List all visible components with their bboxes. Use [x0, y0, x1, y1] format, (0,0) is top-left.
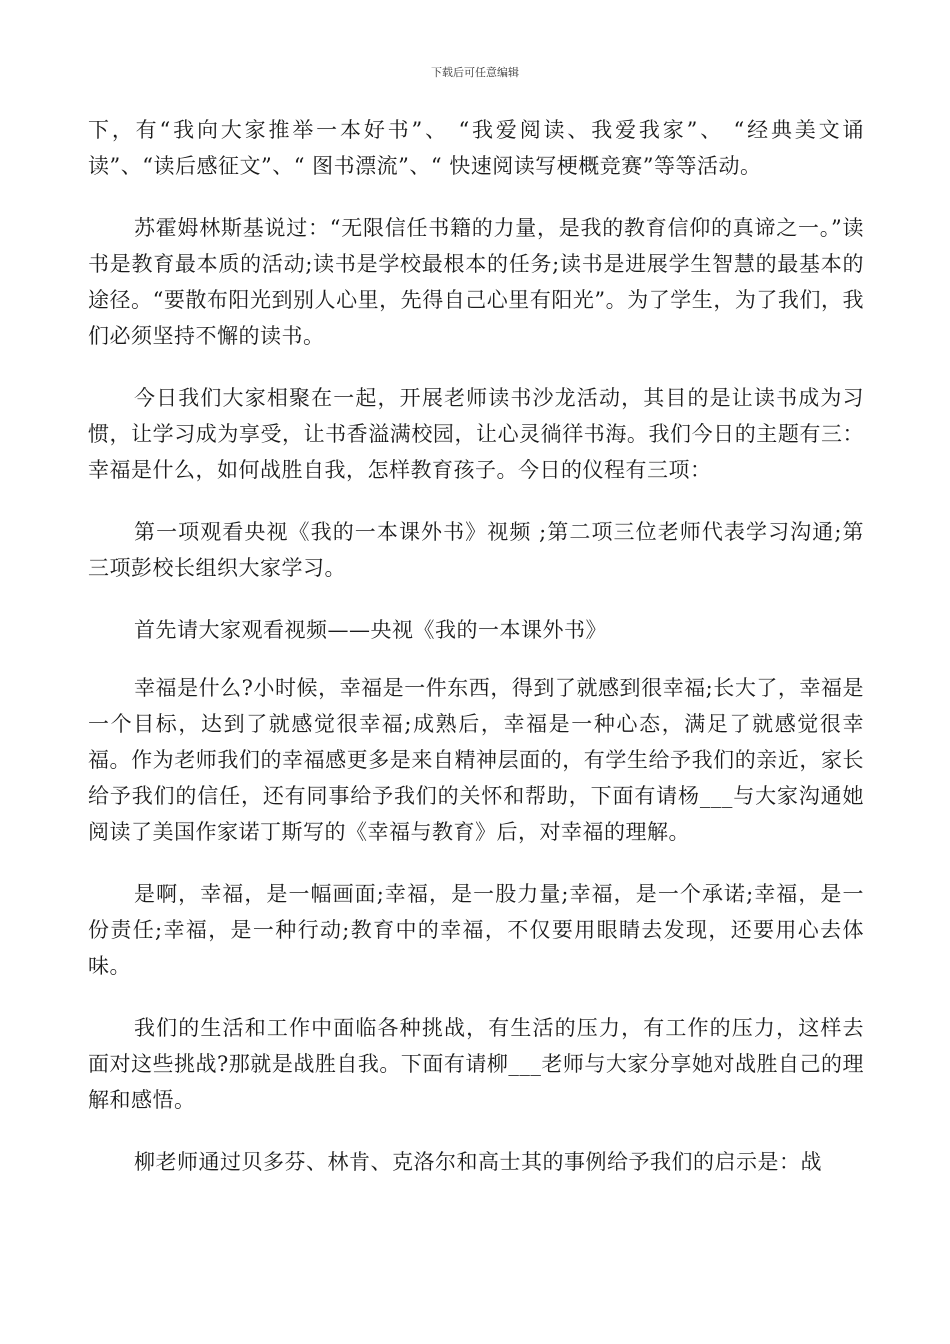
paragraph-happiness: 幸福是什么?小时候，幸福是一件东西，得到了就感到很幸福;长大了，幸福是一个目标，达到了就感觉很幸福;成熟后，幸福是一种心态，满足了就感觉很幸福。作为老师我们的幸福感更多是来自精神层面的，有学生给予我们的亲近，家长给予我们的信任，还有同事给予我们的关怀和帮助，下面有请杨___与大家沟通她阅读了美国作家诺丁斯写的《幸福与教育》后，对幸福的理解。 — [88, 676, 864, 844]
page-header-caption: 下载后可任意编辑 — [431, 66, 519, 79]
document-body — [88, 112, 864, 1206]
paragraph-video: 首先请大家观看视频——央视《我的一本课外书》 — [134, 618, 607, 642]
paragraph-examples: 柳老师通过贝多芬、林肯、克洛尔和高士其的事例给予我们的启示是：战 — [134, 1150, 822, 1174]
paragraph-agenda: 第一项观看央视《我的一本课外书》视频 ;第二项三位老师代表学习沟通;第三项彭校长组织大家学习。 — [88, 520, 864, 580]
paragraph-activities: 下，有“我向大家推举一本好书”、 “我爱阅读、我爱我家”、 “经典美文诵读”、“读后感征文”、“ 图书漂流”、“ 快速阅读写梗概竞赛”等等活动。 — [88, 118, 864, 178]
paragraph-happiness-reflection: 是啊，幸福，是一幅画面;幸福，是一股力量;幸福，是一个承诺;幸福，是一份责任;幸福，是一种行动;教育中的幸福，不仅要用眼睛去发现，还要用心去体味。 — [88, 882, 864, 978]
paragraph-quote: 苏霍姆林斯基说过：“无限信任书籍的力量，是我的教育信仰的真谛之一。”读书是教育最本质的活动;读书是学校最根本的任务;读书是进展学生智慧的最基本的途径。“要散布阳光到别人心里，先得自己心里有阳光”。为了学生，为了我们，我们必须坚持不懈的读书。 — [88, 216, 864, 348]
paragraph-challenges: 我们的生活和工作中面临各种挑战，有生活的压力，有工作的压力，这样去面对这些挑战?那就是战胜自我。下面有请柳___老师与大家分享她对战胜自己的理解和感悟。 — [88, 1016, 864, 1112]
paragraph-salon-intro: 今日我们大家相聚在一起，开展老师读书沙龙活动，其目的是让读书成为习惯，让学习成为享受，让书香溢满校园，让心灵徜徉书海。我们今日的主题有三：幸福是什么，如何战胜自我，怎样教育孩子。今日的仪程有三项： — [88, 386, 864, 482]
